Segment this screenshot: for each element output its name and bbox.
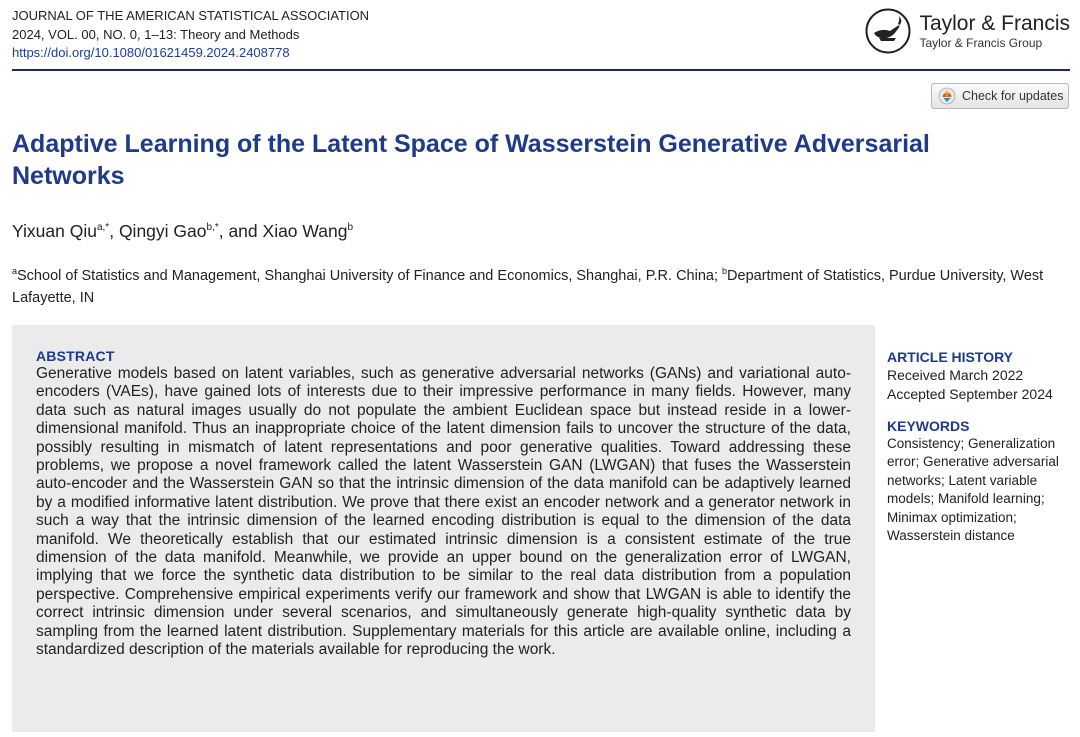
check-for-updates-label: Check for updates <box>962 89 1064 103</box>
affiliation-marker: a <box>12 266 18 276</box>
doi-link[interactable]: https://doi.org/10.1080/01621459.2024.2408778 <box>12 45 290 60</box>
author-separator: , and <box>218 221 263 241</box>
publisher-name: Taylor & Francis <box>919 12 1070 35</box>
oil-lamp-logo-icon <box>865 8 911 54</box>
author-list <box>12 221 353 242</box>
author-affiliation-marker: a,* <box>96 222 110 234</box>
journal-name: JOURNAL OF THE AMERICAN STATISTICAL ASSOCIATION <box>12 8 370 23</box>
author-affiliation-marker: b <box>347 222 354 234</box>
check-for-updates-button[interactable] <box>931 83 1069 109</box>
affiliation-marker: b <box>722 266 728 276</box>
keywords-text: Consistency; Generalization error; Generative adversarial networks; Latent variable models; Manifold learning; Minimax optimization; Wasserstein distance <box>887 436 1059 544</box>
header-divider <box>12 69 1070 71</box>
abstract-box <box>12 325 875 732</box>
author-affiliation-marker: b,* <box>206 222 219 234</box>
publisher-group: Taylor & Francis Group <box>919 36 1043 50</box>
accepted-date: Accepted September 2024 <box>887 385 1053 402</box>
affiliations <box>12 260 1074 309</box>
affiliation-text: School of Statistics and Management, Shanghai University of Finance and Economics, Shanghai, P.R. China; <box>17 267 723 284</box>
affiliation-text: Department of Statistics, Purdue University, West Lafayette, IN <box>12 267 1044 306</box>
abstract-heading: ABSTRACT <box>36 348 115 364</box>
article-sidebar <box>887 349 1072 545</box>
keywords-heading: KEYWORDS <box>887 418 970 434</box>
article-history-heading: ARTICLE HISTORY <box>887 349 1014 365</box>
journal-header <box>12 7 369 63</box>
author-name: Xiao Wang <box>262 221 348 241</box>
author-name: Qingyi Gao <box>118 221 207 241</box>
abstract-text: Generative models based on latent variables, such as generative adversarial networks (GANs) and variational auto-encoders (VAEs), have gained lots of interests due to their impressive performance in many fields. However, many data such as natural images usually do not populate the ambient Euclidean space but instead reside in a lower-dimensional manifold. Thus an inappropriate choice of the latent dimension fails to uncover the structure of the data, possibly resulting in mismatch of latent representations and poor generative qualities. Toward addressing these problems, we propose a novel framework called the latent Wasserstein GAN (LWGAN) that fuses the Wasserstein auto-encoder and the Wasserstein GAN so that the intrinsic dimension of the data manifold can be adaptively learned by a modified informative latent distribution. We prove that there exist an encoder network and a generator network in such a way that the intrinsic dimension of the learned encoding distribution is equal to the dimension of the data manifold. We theoretically establish that our estimated intrinsic dimension is a consistent estimate of the true dimension of the data manifold. Meanwhile, we provide an upper bound on the generalization error of LWGAN, implying that we force the synthetic data distribution to be similar to the real data distribution from a population perspective. Comprehensive empirical experiments verify our framework and show that LWGAN is able to identify the correct intrinsic dimension under several scenarios, and simultaneously generate high-quality synthetic data by sampling from the learned latent distribution. Supplementary materials for this article are available online, including a standardized description of the materials available for reproducing the work. <box>36 365 851 659</box>
author-name: Yixuan Qiu <box>12 221 97 241</box>
author-separator: , <box>109 221 119 241</box>
journal-issue: 2024, VOL. 00, NO. 0, 1–13: Theory and Methods <box>12 26 300 42</box>
crossmark-icon <box>938 87 956 105</box>
article-title: Adaptive Learning of the Latent Space of Wasserstein Generative Adversarial Networks <box>12 130 930 190</box>
received-date: Received March 2022 <box>887 367 1024 383</box>
publisher-logo <box>865 8 1070 54</box>
